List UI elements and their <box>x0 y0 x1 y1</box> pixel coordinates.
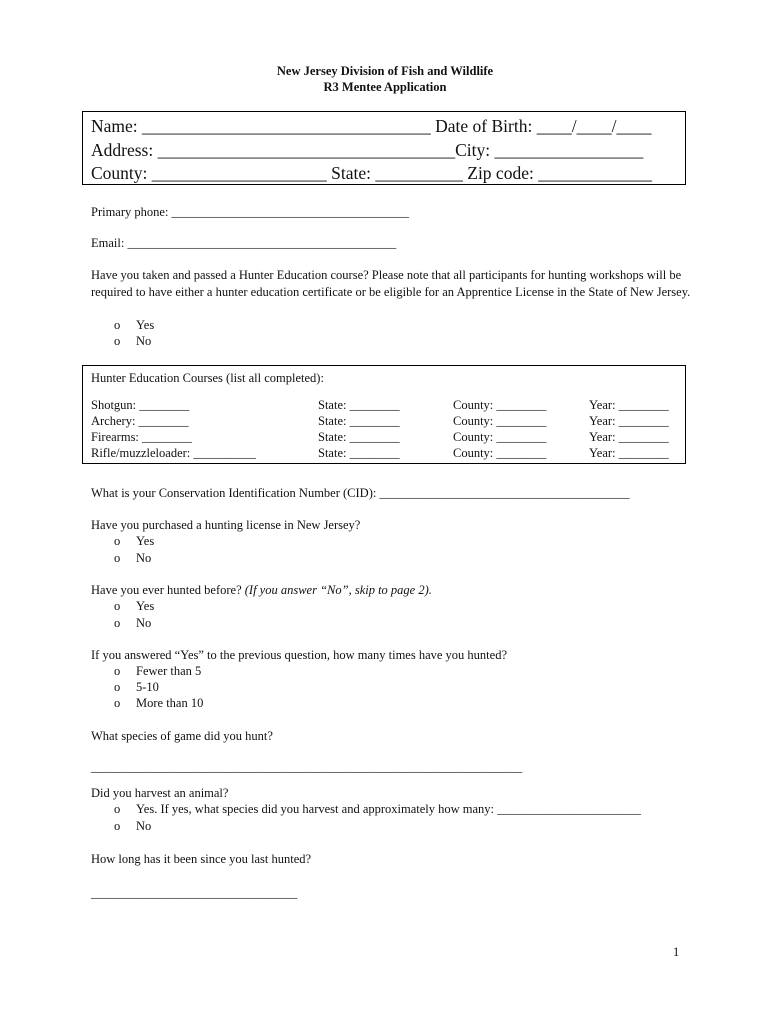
county-state-zip-field[interactable]: County: ____________________ State: __________ Zip code: _____________ <box>91 163 652 183</box>
course-shotgun-county[interactable]: County: ________ <box>453 398 547 412</box>
course-rifle-field[interactable]: Rifle/muzzleloader: __________ <box>91 446 256 460</box>
harvest-question: Did you harvest an animal? <box>91 786 229 800</box>
radio-bullet-icon: o <box>114 599 121 613</box>
license-option-no[interactable]: o No <box>114 551 152 565</box>
page-number: 1 <box>673 945 680 959</box>
times-option-fewer-than-5[interactable]: o Fewer than 5 <box>114 664 202 678</box>
radio-bullet-icon: o <box>114 819 121 833</box>
course-firearms-year[interactable]: Year: ________ <box>589 430 669 444</box>
harvest-option-no[interactable]: o No <box>114 819 152 833</box>
species-question: What species of game did you hunt? <box>91 729 273 743</box>
form-title: New Jersey Division of Fish and Wildlife <box>276 64 494 78</box>
hunted-option-yes[interactable]: o Yes <box>114 599 155 613</box>
radio-bullet-icon: o <box>114 664 121 678</box>
species-answer-line[interactable]: _____________________________________________________________________ <box>91 760 523 774</box>
radio-bullet-icon: o <box>114 680 121 694</box>
hunter-ed-question: Have you taken and passed a Hunter Education course? Please note that all participants for hunting workshops will be required to have either a hunter education certificate or be eligible for an Apprentice License in the State of New Jersey. <box>91 268 691 299</box>
skip-note: (If you answer “No”, skip to page 2). <box>244 583 432 597</box>
primary-phone-field[interactable]: Primary phone: ______________________________________ <box>91 205 410 219</box>
times-option-more-than-10[interactable]: o More than 10 <box>114 696 204 710</box>
license-question: Have you purchased a hunting license in New Jersey? <box>91 518 361 532</box>
radio-bullet-icon: o <box>114 334 121 348</box>
last-hunted-answer-line[interactable]: _________________________________ <box>91 886 298 900</box>
hunted-question: Have you ever hunted before? (If you answer “No”, skip to page 2). <box>91 583 432 597</box>
courses-heading: Hunter Education Courses (list all completed): <box>91 371 324 385</box>
course-firearms-county[interactable]: County: ________ <box>453 430 547 444</box>
harvest-option-yes[interactable]: o Yes. If yes, what species did you harvest and approximately how many: _______________________ <box>114 802 641 816</box>
license-option-yes[interactable]: o Yes <box>114 534 155 548</box>
course-shotgun-state[interactable]: State: ________ <box>318 398 400 412</box>
course-shotgun-year[interactable]: Year: ________ <box>589 398 669 412</box>
radio-bullet-icon: o <box>114 802 121 816</box>
radio-bullet-icon: o <box>114 534 121 548</box>
course-firearms-state[interactable]: State: ________ <box>318 430 400 444</box>
course-archery-county[interactable]: County: ________ <box>453 414 547 428</box>
address-city-field[interactable]: Address: __________________________________City: _________________ <box>91 140 644 160</box>
hunter-ed-option-yes[interactable]: o Yes <box>114 318 155 332</box>
course-firearms-field[interactable]: Firearms: ________ <box>91 430 193 444</box>
course-archery-state[interactable]: State: ________ <box>318 414 400 428</box>
last-hunted-question: How long has it been since you last hunted? <box>91 852 312 866</box>
course-archery-year[interactable]: Year: ________ <box>589 414 669 428</box>
course-rifle-county[interactable]: County: ________ <box>453 446 547 460</box>
course-rifle-state[interactable]: State: ________ <box>318 446 400 460</box>
course-archery-field[interactable]: Archery: ________ <box>91 414 189 428</box>
course-rifle-year[interactable]: Year: ________ <box>589 446 669 460</box>
hunted-option-no[interactable]: o No <box>114 616 152 630</box>
times-option-5-10[interactable]: o 5-10 <box>114 680 159 694</box>
radio-bullet-icon: o <box>114 616 121 630</box>
name-dob-field[interactable]: Name: _________________________________ Date of Birth: ____/____/____ <box>91 116 652 136</box>
radio-bullet-icon: o <box>114 318 121 332</box>
course-shotgun-field[interactable]: Shotgun: ________ <box>91 398 190 412</box>
email-field[interactable]: Email: ___________________________________________ <box>91 236 397 250</box>
radio-bullet-icon: o <box>114 696 121 710</box>
hunter-ed-option-no[interactable]: o No <box>114 334 152 348</box>
cid-field[interactable]: What is your Conservation Identification Number (CID): ________________________________________ <box>91 486 630 500</box>
times-question: If you answered “Yes” to the previous question, how many times have you hunted? <box>91 648 508 662</box>
radio-bullet-icon: o <box>114 551 121 565</box>
form-subtitle: R3 Mentee Application <box>323 80 447 94</box>
identity-box <box>82 111 686 185</box>
courses-box <box>82 365 686 464</box>
